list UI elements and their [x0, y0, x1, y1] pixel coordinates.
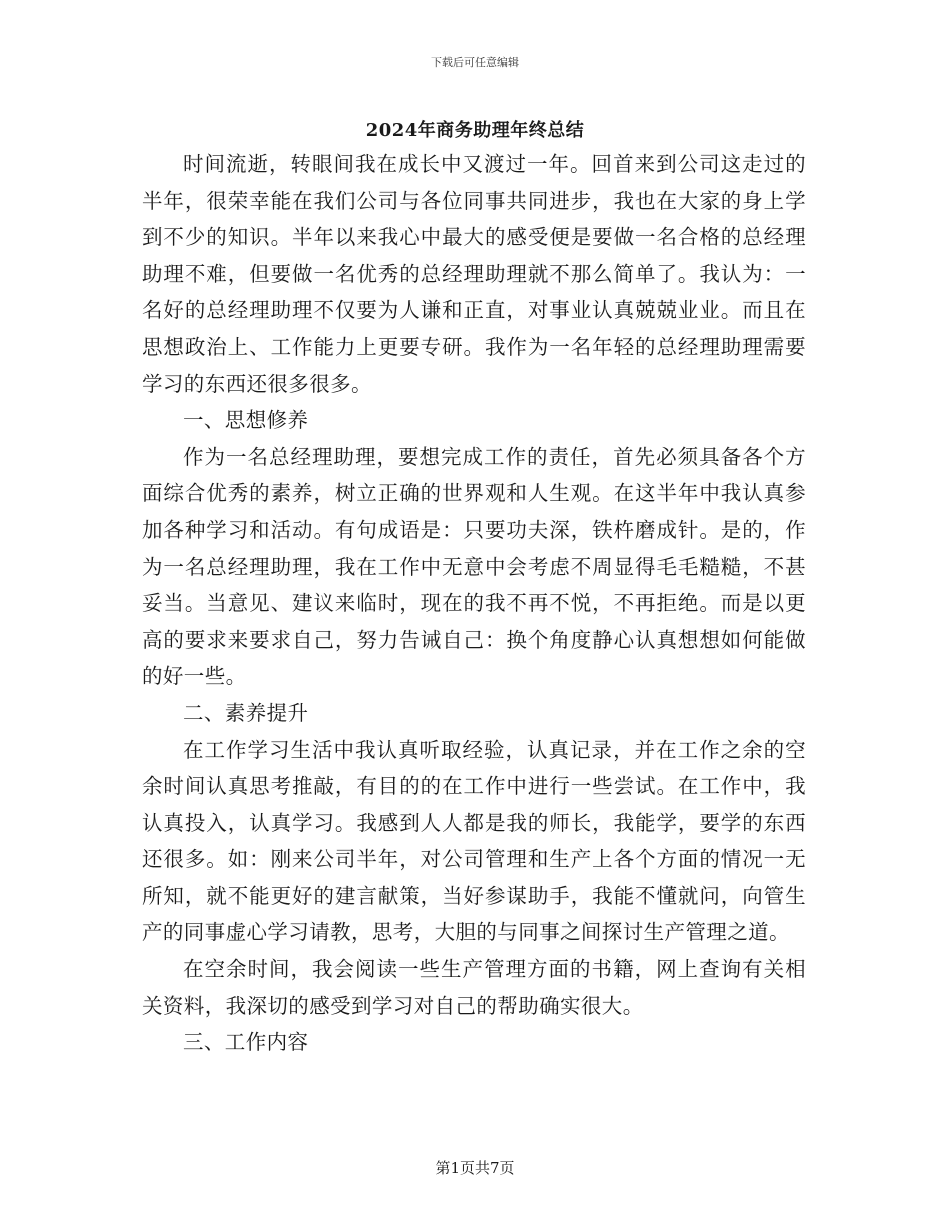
page-footer: 第1页共7页 [435, 1159, 515, 1177]
paragraph-section-1: 作为一名总经理助理，要想完成工作的责任，首先必须具备各个方面综合优秀的素养，树立正确的世界观和人生观。在这半年中我认真参加各种学习和活动。有句成语是：只要功夫深，铁杵磨成针。是的，作为一名总经理助理，我在工作中无意中会考虑不周显得毛毛糙糙，不甚妥当。当意见、建议来临时，现在的我不再不悦，不再拒绝。而是以更高的要求来要求自己，努力告诫自己：换个角度静心认真想想如何能做的好一些。 [142, 444, 806, 689]
header-note: 下载后可任意编辑 [431, 56, 519, 69]
document-body [142, 146, 806, 1061]
section-heading-3: 三、工作内容 [183, 1030, 309, 1055]
section-heading-2: 二、素养提升 [183, 700, 309, 725]
document-title: 2024年商务助理年终总结 [365, 120, 585, 141]
paragraph-section-2a: 在工作学习生活中我认真听取经验，认真记录，并在工作之余的空余时间认真思考推敲，有目的的在工作中进行一些尝试。在工作中，我认真投入，认真学习。我感到人人都是我的师长，我能学，要学的东西还很多。如：刚来公司半年，对公司管理和生产上各个方面的情况一无所知，就不能更好的建言献策，当好参谋助手，我能不懂就问，向管生产的同事虚心学习请教，思考，大胆的与同事之间探讨生产管理之道。 [142, 737, 806, 945]
paragraph-intro: 时间流逝，转眼间我在成长中又渡过一年。回首来到公司这走过的半年，很荣幸能在我们公司与各位同事共同进步，我也在大家的身上学到不少的知识。半年以来我心中最大的感受便是要做一名合格的总经理助理不难，但要做一名优秀的总经理助理就不那么简单了。我认为：一名好的总经理助理不仅要为人谦和正直，对事业认真兢兢业业。而且在思想政治上、工作能力上更要专研。我作为一名年轻的总经理助理需要学习的东西还很多很多。 [142, 152, 806, 396]
section-heading-1: 一、思想修养 [183, 408, 309, 433]
paragraph-section-2b: 在空余时间，我会阅读一些生产管理方面的书籍，网上查询有关相关资料，我深切的感受到学习对自己的帮助确实很大。 [142, 957, 806, 1018]
